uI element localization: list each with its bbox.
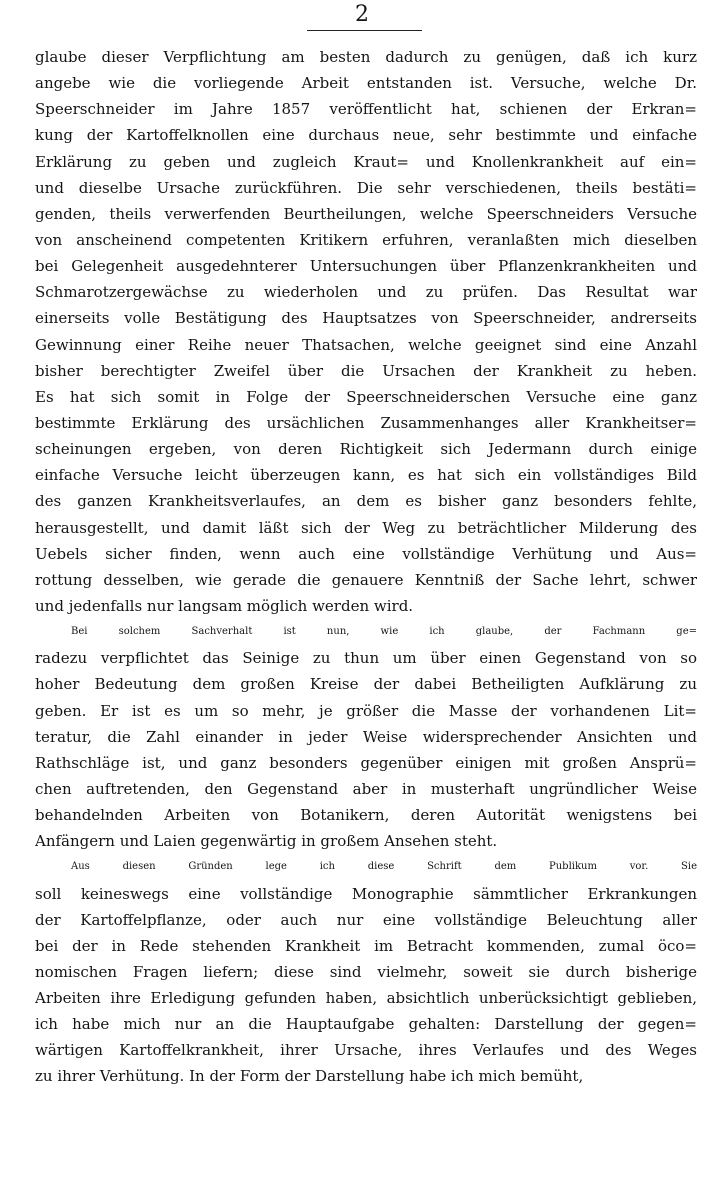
text-line: chen auftretenden, den Gegenstand aber in musterhaft ungründlicher Weise <box>35 779 697 798</box>
text-line: nomischen Fragen liefern; diese sind vielmehr, soweit sie durch bisherige <box>35 962 697 981</box>
text-line: einfache Versuche leicht überzeugen kann, es hat sich ein vollständiges Bild <box>35 466 697 485</box>
text-line: bei der in Rede stehenden Krankheit im Betracht kommenden, zumal öco= <box>35 936 697 955</box>
text-line: Bei solchem Sachverhalt ist nun, wie ich glaube, der Fachmann ge= <box>71 626 697 638</box>
text-line: von anscheinend competenten Kritikern erfuhren, veranlaßten mich dieselben <box>35 230 697 249</box>
text-line: glaube dieser Verpflichtung am besten dadurch zu genügen, daß ich kurz <box>35 48 697 66</box>
text-line: herausgestellt, und damit läßt sich der Weg zu beträchtlicher Milderung des <box>35 518 697 537</box>
paragraph <box>35 44 697 619</box>
text-line: wärtigen Kartoffelkrankheit, ihrer Ursache, ihres Verlaufes und des Weges <box>35 1041 697 1060</box>
text-line: bei Gelegenheit ausgedehnterer Untersuchungen über Pflanzenkrankheiten und <box>35 257 697 276</box>
text-line: bisher berechtigter Zweifel über die Ursachen der Krankheit zu heben. <box>35 361 697 380</box>
text-line: ich habe mich nur an die Hauptaufgabe gehalten: Darstellung der gegen= <box>35 1015 697 1034</box>
text-line: Schmarotzergewächse zu wiederholen und zu prüfen. Das Resultat war <box>35 283 697 302</box>
text-line: rottung desselben, wie gerade die genauere Kenntniß der Sache lehrt, schwer <box>35 570 697 589</box>
text-line: bestimmte Erklärung des ursächlichen Zusammenhanges aller Krankheitser= <box>35 413 697 432</box>
text-line: und jedenfalls nur langsam möglich werden wird. <box>35 596 414 615</box>
text-line: hoher Bedeutung dem großen Kreise der dabei Betheiligten Aufklärung zu <box>35 675 697 694</box>
text-line: einerseits volle Bestätigung des Hauptsatzes von Speerschneider, andrerseits <box>35 309 697 328</box>
text-line: und dieselbe Ursache zurückführen. Die sehr verschiedenen, theils bestäti= <box>35 178 697 197</box>
text-line: angebe wie die vorliegende Arbeit entstanden ist. Versuche, welche Dr. <box>35 74 697 93</box>
text-line: teratur, die Zahl einander in jeder Weise widersprechender Ansichten und <box>35 727 697 746</box>
paragraph <box>35 854 697 1089</box>
text-line: Arbeiten ihre Erledigung gefunden haben, absichtlich unberücksichtigt geblieben, <box>35 989 697 1008</box>
text-line: Anfängern und Laien gegenwärtig in großem Ansehen steht. <box>35 832 498 851</box>
text-line: Es hat sich somit in Folge der Speerschneiderschen Versuche eine ganz <box>35 387 697 406</box>
page-number: 2 <box>355 2 369 27</box>
body-text <box>35 44 697 1090</box>
text-line: radezu verpflichtet das Seinige zu thun um über einen Gegenstand von so <box>35 649 697 668</box>
paragraph <box>35 619 697 854</box>
text-line: des ganzen Krankheitsverlaufes, an dem es bisher ganz besonders fehlte, <box>35 492 697 511</box>
text-line: soll keineswegs eine vollständige Monographie sämmtlicher Erkrankungen <box>35 884 697 903</box>
text-line: genden, theils verwerfenden Beurtheilungen, welche Speerschneiders Versuche <box>35 204 697 223</box>
text-line: der Kartoffelpflanze, oder auch nur eine vollständige Beleuchtung aller <box>35 910 697 929</box>
text-line: Erklärung zu geben und zugleich Kraut= und Knollenkrankheit auf ein= <box>35 152 697 171</box>
text-line: scheinungen ergeben, von deren Richtigkeit sich Jedermann durch einige <box>35 440 697 459</box>
text-line: Aus diesen Gründen lege ich diese Schrift dem Publikum vor. Sie <box>71 861 697 873</box>
text-line: geben. Er ist es um so mehr, je größer die Masse der vorhandenen Lit= <box>35 701 697 720</box>
text-line: Gewinnung einer Reihe neuer Thatsachen, welche geeignet sind eine Anzahl <box>35 335 697 354</box>
text-line: Rathschläge ist, und ganz besonders gegenüber einigen mit großen Ansprü= <box>35 753 697 772</box>
text-line: zu ihrer Verhütung. In der Form der Darstellung habe ich mich bemüht, <box>35 1067 584 1086</box>
page-header <box>0 0 724 36</box>
header-rule <box>307 30 422 31</box>
text-line: Uebels sicher finden, wenn auch eine vollständige Verhütung und Aus= <box>35 544 697 563</box>
text-line: behandelnden Arbeiten von Botanikern, deren Autorität wenigstens bei <box>35 806 697 825</box>
text-line: kung der Kartoffelknollen eine durchaus neue, sehr bestimmte und einfache <box>35 126 697 145</box>
text-line: Speerschneider im Jahre 1857 veröffentlicht hat, schienen der Erkran= <box>35 100 697 119</box>
